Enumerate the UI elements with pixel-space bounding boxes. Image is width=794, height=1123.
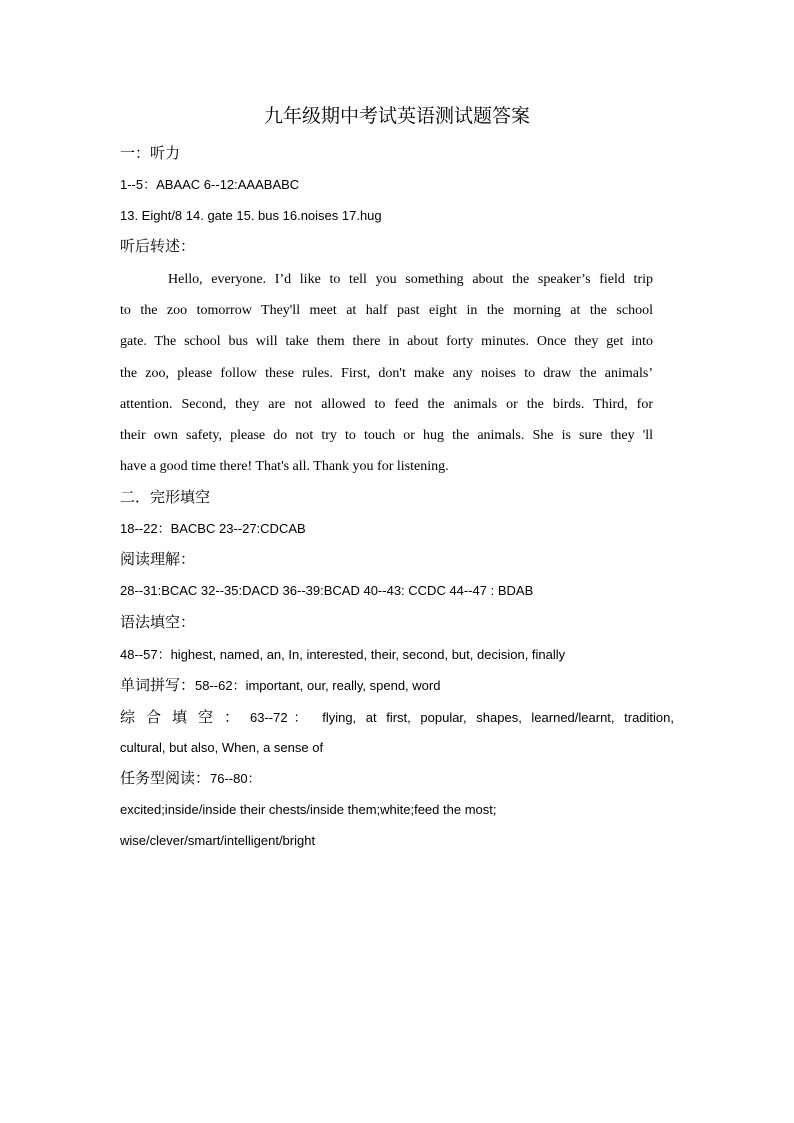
cloze-answers: 18--22：BACBC 23--27:CDCAB	[120, 521, 306, 536]
comprehensive-row	[120, 707, 674, 728]
retell-paragraph-line: their own safety, please do not try to touch or hug the animals. She is sure they 'll	[120, 428, 653, 443]
listening-answers-1: 1--5：ABAAC 6--12:AAABABC	[120, 177, 300, 192]
spelling-row	[120, 675, 440, 696]
retell-paragraph-line: gate. The school bus will take them there in about forty minutes. Once they get into	[120, 334, 653, 349]
grammar-answers: 48--57：highest, named, an, In, interested, their, second, but, decision, finally	[120, 647, 566, 662]
task-reading-label: 任务型阅读：	[120, 769, 211, 787]
listening-answers-2: 13. Eight/8 14. gate 15. bus 16.noises 17.hug	[120, 208, 382, 223]
retell-paragraph-line: have a good time there! That's all. Thank you for listening.	[120, 459, 449, 474]
spelling-answers: 58--62：important, our, really, spend, word	[195, 678, 441, 693]
comprehensive-label: 综合填空：	[120, 708, 251, 726]
task-reading-answers-continued: wise/clever/smart/intelligent/bright	[120, 833, 316, 848]
retell-heading: 听后转述：	[120, 237, 196, 255]
cloze-heading: 二．完形填空	[120, 488, 211, 506]
retell-paragraph-line: Hello, everyone. I’d like to tell you something about the speaker’s field trip	[168, 272, 653, 287]
retell-paragraph-line: attention. Second, they are not allowed to feed the animals or the birds. Third, for	[120, 397, 653, 412]
retell-paragraph-line: the zoo, please follow these rules. First, don't make any noises to draw the animals’	[120, 366, 653, 381]
task-reading-row	[120, 768, 261, 789]
task-reading-range: 76--80：	[210, 771, 261, 786]
listening-heading: 一：听力	[120, 144, 181, 162]
task-reading-answers: excited;inside/inside their chests/inside them;white;feed the most;	[120, 802, 497, 817]
page-title: 九年级期中考试英语测试题答案	[263, 105, 530, 127]
reading-heading: 阅读理解：	[120, 550, 196, 568]
grammar-heading: 语法填空：	[120, 613, 196, 631]
spelling-label: 单词拼写：	[120, 676, 196, 694]
retell-paragraph-line: to the zoo tomorrow They'll meet at half past eight in the morning at the school	[120, 303, 653, 318]
comprehensive-answers: 63--72： flying, at first, popular, shapes, learned/learnt, tradition,	[250, 710, 674, 725]
comprehensive-answers-continued: cultural, but also, When, a sense of	[120, 740, 324, 755]
reading-answers: 28--31:BCAC 32--35:DACD 36--39:BCAD 40--43: CCDC 44--47 : BDAB	[120, 583, 534, 598]
